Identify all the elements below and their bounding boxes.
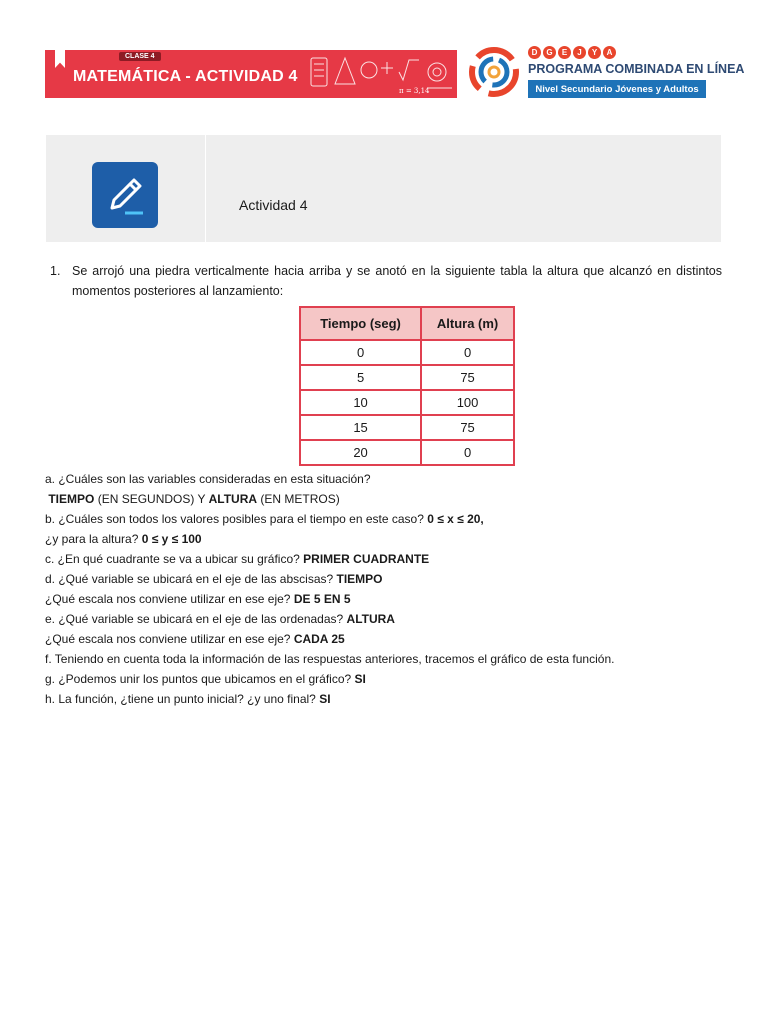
question-g (45, 669, 735, 689)
table-cell: 0 (421, 440, 514, 465)
logo-letter: D (528, 46, 541, 59)
answer-text: SI (354, 672, 366, 686)
answer-text: DE 5 EN 5 (293, 592, 351, 606)
pi-doodle-text: π = 3,14 (399, 87, 430, 95)
bookmark-icon (55, 50, 65, 68)
question-b (45, 509, 735, 529)
column-header: Tiempo (seg) (300, 307, 421, 340)
question-text: h. La función, ¿tiene un punto inicial? ¿y uno final? (45, 692, 320, 706)
table-cell: 0 (300, 340, 421, 365)
table-cell: 15 (300, 415, 421, 440)
table-row (300, 365, 514, 390)
question-a (45, 469, 735, 489)
answer-a (45, 489, 735, 509)
column-header: Altura (m) (421, 307, 514, 340)
question-text: ¿y para la altura? (45, 532, 142, 546)
pencil-icon (92, 162, 158, 228)
question-text: e. ¿Qué variable se ubicará en el eje de las ordenadas? (45, 612, 347, 626)
question-d (45, 569, 735, 589)
question-d2 (45, 589, 735, 609)
answer-unit: (EN SEGUNDOS) Y (94, 492, 209, 506)
level-badge: Nivel Secundario Jóvenes y Adultos (528, 80, 706, 98)
problem-statement (50, 261, 722, 301)
answer-text: 0 ≤ y ≤ 100 (141, 532, 202, 546)
question-text: b. ¿Cuáles son todos los valores posibles para el tiempo en este caso? (45, 512, 428, 526)
program-name: PROGRAMA COMBINADA EN LÍNEA (528, 62, 745, 76)
question-h (45, 689, 735, 709)
activity-title: Actividad 4 (239, 197, 308, 213)
logo-letter: Y (588, 46, 601, 59)
question-text: d. ¿Qué variable se ubicará en el eje de las abscisas? (45, 572, 337, 586)
answer-text: SI (319, 692, 331, 706)
answer-text: ALTURA (346, 612, 395, 626)
question-b2 (45, 529, 735, 549)
table-row (300, 415, 514, 440)
table-cell: 75 (421, 415, 514, 440)
logo-letter: E (558, 46, 571, 59)
question-text: ¿Qué escala nos conviene utilizar en ese eje? (45, 592, 294, 606)
question-text: ¿Qué escala nos conviene utilizar en ese eje? (45, 632, 294, 646)
question-e2 (45, 629, 735, 649)
page-title: MATEMÁTICA - ACTIVIDAD 4 (73, 68, 298, 85)
table-cell: 20 (300, 440, 421, 465)
table-cell: 75 (421, 365, 514, 390)
card-divider (205, 135, 206, 242)
math-doodles-icon (307, 52, 457, 96)
question-text: c. ¿En qué cuadrante se va a ubicar su gráfico? (45, 552, 304, 566)
answer-text: 0 ≤ x ≤ 20, (427, 512, 484, 526)
answer-text: PRIMER CUADRANTE (303, 552, 430, 566)
question-text: g. ¿Podemos unir los puntos que ubicamos en el gráfico? (45, 672, 355, 686)
problem-number: 1. (50, 264, 61, 278)
question-list (45, 469, 735, 709)
question-text: f. Teniendo en cuenta toda la información de las respuestas anteriores, tracemos el gráfico de esta función. (45, 652, 615, 666)
program-logo (466, 44, 745, 100)
question-c (45, 549, 735, 569)
question-text: a. ¿Cuáles son las variables consideradas en esta situación? (45, 472, 371, 486)
question-f (45, 649, 735, 669)
header-banner (45, 50, 457, 98)
program-logo-icon (466, 44, 522, 100)
logo-letter: J (573, 46, 586, 59)
table-header-row (300, 307, 514, 340)
table-cell: 100 (421, 390, 514, 415)
logo-letter: A (603, 46, 616, 59)
question-e (45, 609, 735, 629)
logo-letters (528, 46, 616, 59)
answer-text: CADA 25 (293, 632, 345, 646)
table-cell: 0 (421, 340, 514, 365)
answer-text: ALTURA (208, 492, 258, 506)
answer-text: TIEMPO (48, 492, 95, 506)
data-table (299, 306, 515, 466)
activity-card (46, 135, 721, 242)
answer-text: TIEMPO (336, 572, 383, 586)
clase-tag: CLASE 4 (119, 52, 161, 61)
table-cell: 5 (300, 365, 421, 390)
table-row (300, 390, 514, 415)
answer-unit: (EN METROS) (257, 492, 340, 506)
logo-letter: G (543, 46, 556, 59)
problem-text: Se arrojó una piedra verticalmente hacia arriba y se anotó en la siguiente tabla la altura que alcanzó en distintos momentos posteriores al lanzamiento: (72, 264, 722, 298)
table-row (300, 340, 514, 365)
table-row (300, 440, 514, 465)
table-cell: 10 (300, 390, 421, 415)
